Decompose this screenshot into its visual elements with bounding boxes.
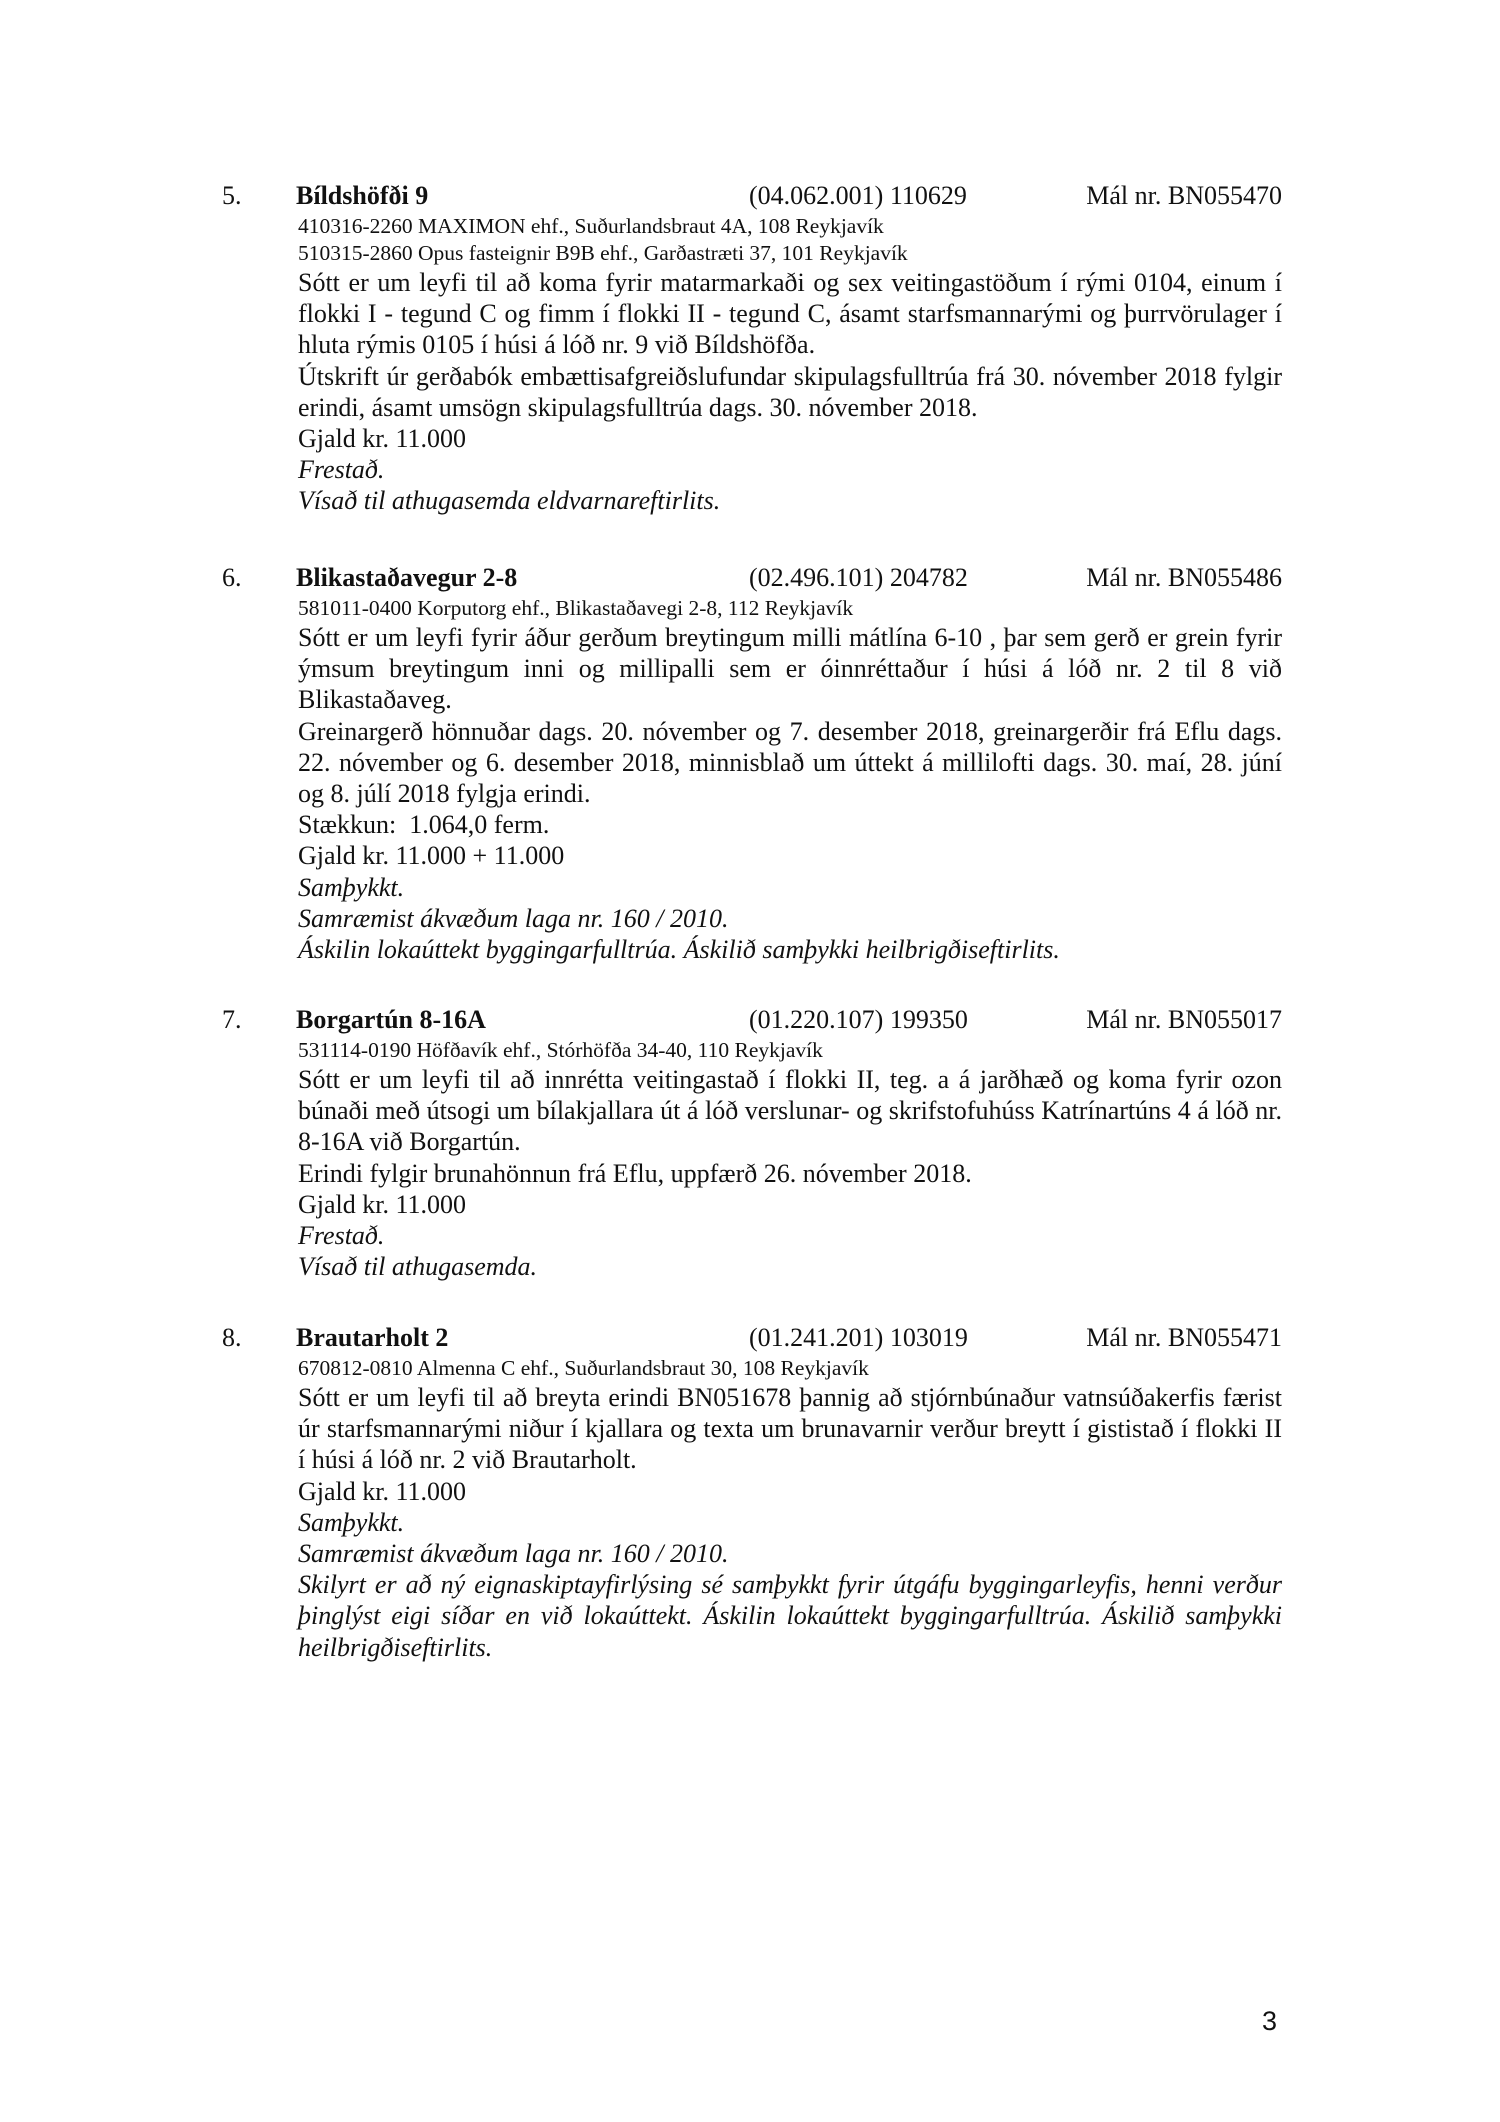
case-decision: Samþykkt. <box>298 1507 405 1537</box>
case-header <box>222 179 1282 213</box>
case-owner: 670812-0810 Almenna C ehf., Suðurlandsbraut 30, 108 Reykjavík <box>298 1356 869 1380</box>
case-item <box>222 179 1282 517</box>
case-address: Bíldshöfði 9 <box>296 181 429 210</box>
case-notes: Skilyrt er að ný eignaskiptayfirlýsing sé samþykkt fyrir útgáfu byggingarleyfis, henni verður þinglýst eigi síðar en við lokaúttekt. Áskilin lokaúttekt byggingarfulltrúa. Áskilið samþykki heilbrigðiseftirlits. <box>298 1570 1282 1662</box>
case-owner: 581011-0400 Korputorg ehf., Blikastaðavegi 2-8, 112 Reykjavík <box>298 596 854 620</box>
case-land-ref: (04.062.001) 110629 <box>749 181 967 210</box>
case-land-ref: (01.220.107) 199350 <box>749 1005 968 1034</box>
case-file-number: Mál nr. BN055486 <box>1086 563 1282 592</box>
case-fee: Gjald kr. 11.000 + 11.000 <box>298 841 565 871</box>
case-description: Sótt er um leyfi til að innrétta veitingastað í flokki II, teg. a á jarðhæð og koma fyrir ozon búnaði með útsogi um bílakjallara út á lóð verslunar- og skrifstofuhúss Katrínartúns 4 á lóð nr. 8-16A við Borgartún. <box>298 1065 1282 1157</box>
case-decision: Frestað. <box>298 1221 385 1251</box>
case-fee: Gjald kr. 11.000 <box>298 1189 467 1219</box>
case-number: 5. <box>222 181 242 210</box>
case-item <box>222 1003 1282 1282</box>
case-description: Sótt er um leyfi til að koma fyrir matarmarkaði og sex veitingastöðum í rými 0104, einum í flokki I - tegund C og fimm í flokki II - tegund C, ásamt starfsmannarými og þurrvörulager í hluta rýmis 0105 í húsi á lóð nr. 9 við Bíldshöfða. <box>298 268 1282 360</box>
case-attachments: Útskrift úr gerðabók embættisafgreiðslufundar skipulagsfulltrúa frá 30. nóvember 2018 fylgir erindi, ásamt umsögn skipulagsfulltrúa dags. 30. nóvember 2018. <box>298 361 1282 422</box>
case-number: 7. <box>222 1005 242 1034</box>
case-owner: 410316-2260 MAXIMON ehf., Suðurlandsbraut 4A, 108 Reykjavík <box>298 214 884 238</box>
case-header <box>222 1003 1282 1037</box>
case-item <box>222 561 1282 965</box>
case-notes: Vísað til athugasemda. <box>298 1252 538 1282</box>
case-body <box>298 1355 1282 1663</box>
case-enlargement: Stækkun: 1.064,0 ferm. <box>298 810 550 840</box>
case-attachments: Greinargerð hönnuðar dags. 20. nóvember og 7. desember 2018, greinargerðir frá Eflu dags. 22. nóvember og 6. desember 2018, minnisblað um úttekt á millilofti dags. 30. maí, 28. júní og 8. júlí 2018 fylgja erindi. <box>298 716 1282 809</box>
case-body <box>298 213 1282 517</box>
case-file-number: Mál nr. BN055017 <box>1086 1005 1282 1034</box>
case-file-number: Mál nr. BN055471 <box>1086 1323 1282 1352</box>
case-decision: Frestað. <box>298 455 385 485</box>
case-address: Blikastaðavegur 2-8 <box>296 563 518 592</box>
case-description: Sótt er um leyfi til að breyta erindi BN051678 þannig að stjórnbúnaður vatnsúðakerfis færist úr starfsmannarými niður í kjallara og texta um brunavarnir verður breytt í gististað í flokki II í húsi á lóð nr. 2 við Brautarholt. <box>298 1383 1282 1475</box>
case-land-ref: (02.496.101) 204782 <box>749 563 968 592</box>
case-body <box>298 595 1282 965</box>
case-owner: 510315-2860 Opus fasteignir B9B ehf., Garðastræti 37, 101 Reykjavík <box>298 241 908 265</box>
case-address: Borgartún 8-16A <box>296 1005 486 1034</box>
case-number: 8. <box>222 1323 242 1352</box>
page-number: 3 <box>1262 2006 1278 2036</box>
case-fee: Gjald kr. 11.000 <box>298 1476 467 1506</box>
case-notes: Vísað til athugasemda eldvarnareftirlits. <box>298 486 721 516</box>
case-law: Samræmist ákvæðum laga nr. 160 / 2010. <box>298 1539 729 1569</box>
case-body <box>298 1037 1282 1282</box>
case-file-number: Mál nr. BN055470 <box>1086 181 1282 210</box>
case-notes: Áskilin lokaúttekt byggingarfulltrúa. Áskilið samþykki heilbrigðiseftirlits. <box>298 935 1060 965</box>
case-law: Samræmist ákvæðum laga nr. 160 / 2010. <box>298 903 729 933</box>
case-item <box>222 1321 1282 1663</box>
case-land-ref: (01.241.201) 103019 <box>749 1323 968 1352</box>
case-decision: Samþykkt. <box>298 872 405 902</box>
case-address: Brautarholt 2 <box>296 1323 449 1352</box>
case-owner: 531114-0190 Höfðavík ehf., Stórhöfða 34-40, 110 Reykjavík <box>298 1038 823 1062</box>
case-header <box>222 1321 1282 1355</box>
case-number: 6. <box>222 563 242 592</box>
case-description: Sótt er um leyfi fyrir áður gerðum breytingum milli mátlína 6-10 , þar sem gerð er grein fyrir ýmsum breytingum inni og millipalli sem er óinnréttaður í húsi á lóð nr. 2 til 8 við Blikastaðaveg. <box>298 623 1282 715</box>
case-header <box>222 561 1282 595</box>
case-fee: Gjald kr. 11.000 <box>298 424 467 454</box>
case-attachments: Erindi fylgir brunahönnun frá Eflu, uppfærð 26. nóvember 2018. <box>298 1158 972 1188</box>
